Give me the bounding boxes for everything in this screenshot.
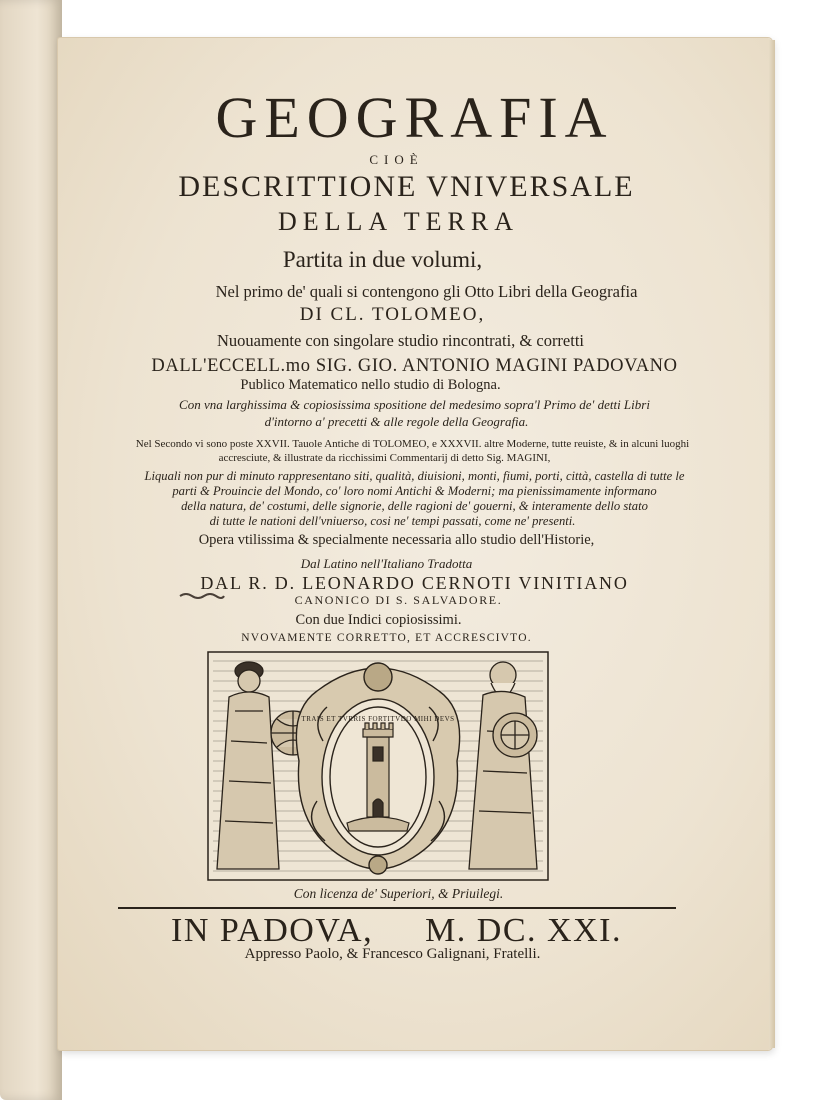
dal-latino-line: Dal Latino nell'Italiano Tradotta (300, 556, 473, 571)
cioe-line: CIOÈ (369, 152, 424, 167)
parti-line: parti & Prouincie del Mondo, co' loro nomi Antichi & Moderni; ma pienissimamente informano (172, 484, 657, 498)
nuovamente-corretto-line: NVOVAMENTE CORRETTO, ET ACCRESCIVTO. (241, 632, 532, 644)
imprint-year: M. DC. XXI. (425, 912, 622, 949)
partita-line: Partita in due volumi, (282, 247, 483, 272)
con-due-line: Con due Indici copiosissimi. (295, 612, 462, 628)
della-natura-line: della natura, de' costumi, delle signorie, delle ragioni de' gouerni, & interamente dello stato (181, 499, 648, 513)
accresciute-line: accresciute, & illustrate da ricchissimi Commentarij di detto Sig. MAGINI, (218, 452, 551, 464)
di-tutte-line: di tutte le nationi dell'vniuerso, cosi ne' tempi passati, come ne' presenti. (209, 514, 576, 528)
publico-line: Publico Matematico nello studio di Bologna. (240, 377, 501, 393)
imprint-line (0, 912, 803, 950)
opera-line: Opera vtilissima & specialmente necessaria allo studio dell'Historie, (198, 532, 595, 548)
subtitle-line: DESCRITTIONE VNIVERSALE (178, 170, 635, 203)
author-line: DALL'ECCELL.mo SIG. GIO. ANTONIO MAGINI PADOVANO (151, 356, 678, 376)
translator-line: DAL R. D. LEONARDO CERNOTI VINITIANO (200, 573, 629, 593)
licenza-line: Con licenza de' Superiori, & Priuilegi. (293, 886, 504, 901)
imprint-rule (118, 907, 676, 909)
liquali-line: Liquali non pur di minuto rappresentano siti, qualità, diuisioni, monti, fiumi, porti, città, castella di tutte le (144, 469, 685, 483)
con-una-line: Con vna larghissima & copiosissima spositione del medesimo sopra'l Primo de' detti Libri (179, 397, 650, 412)
nel-primo-line: Nel primo de' quali si contengono gli Otto Libri della Geografia (215, 282, 638, 301)
nuouamente-line: Nuouamente con singolare studio rincontrati, & corretti (216, 331, 585, 350)
printer-device-engraving (207, 651, 549, 881)
dintorno-line: d'intorno a' precetti & alle regole della Geografia. (264, 414, 529, 429)
ink-stamp (178, 591, 226, 601)
book-title: GEOGRAFIA (215, 85, 614, 150)
tolomeo-line: DI CL. TOLOMEO, (299, 304, 486, 325)
engraving-motto: TRAIS ET TVRRIS FORTITVDO MIHI DEVS (301, 715, 455, 723)
della-terra-line: DELLA TERRA (277, 207, 520, 236)
nel-secondo-line: Nel Secondo vi sono poste XXVII. Tauole Antiche di TOLOMEO, e XXXVII. altre Moderne, tutte reuiste, & in alcuni luoghi (135, 438, 690, 450)
publisher-line: Appresso Paolo, & Francesco Galignani, Fratelli. (244, 946, 541, 962)
imprint-place: IN PADOVA, (171, 912, 374, 949)
canonico-line: CANONICO DI S. SALVADORE. (294, 593, 503, 607)
